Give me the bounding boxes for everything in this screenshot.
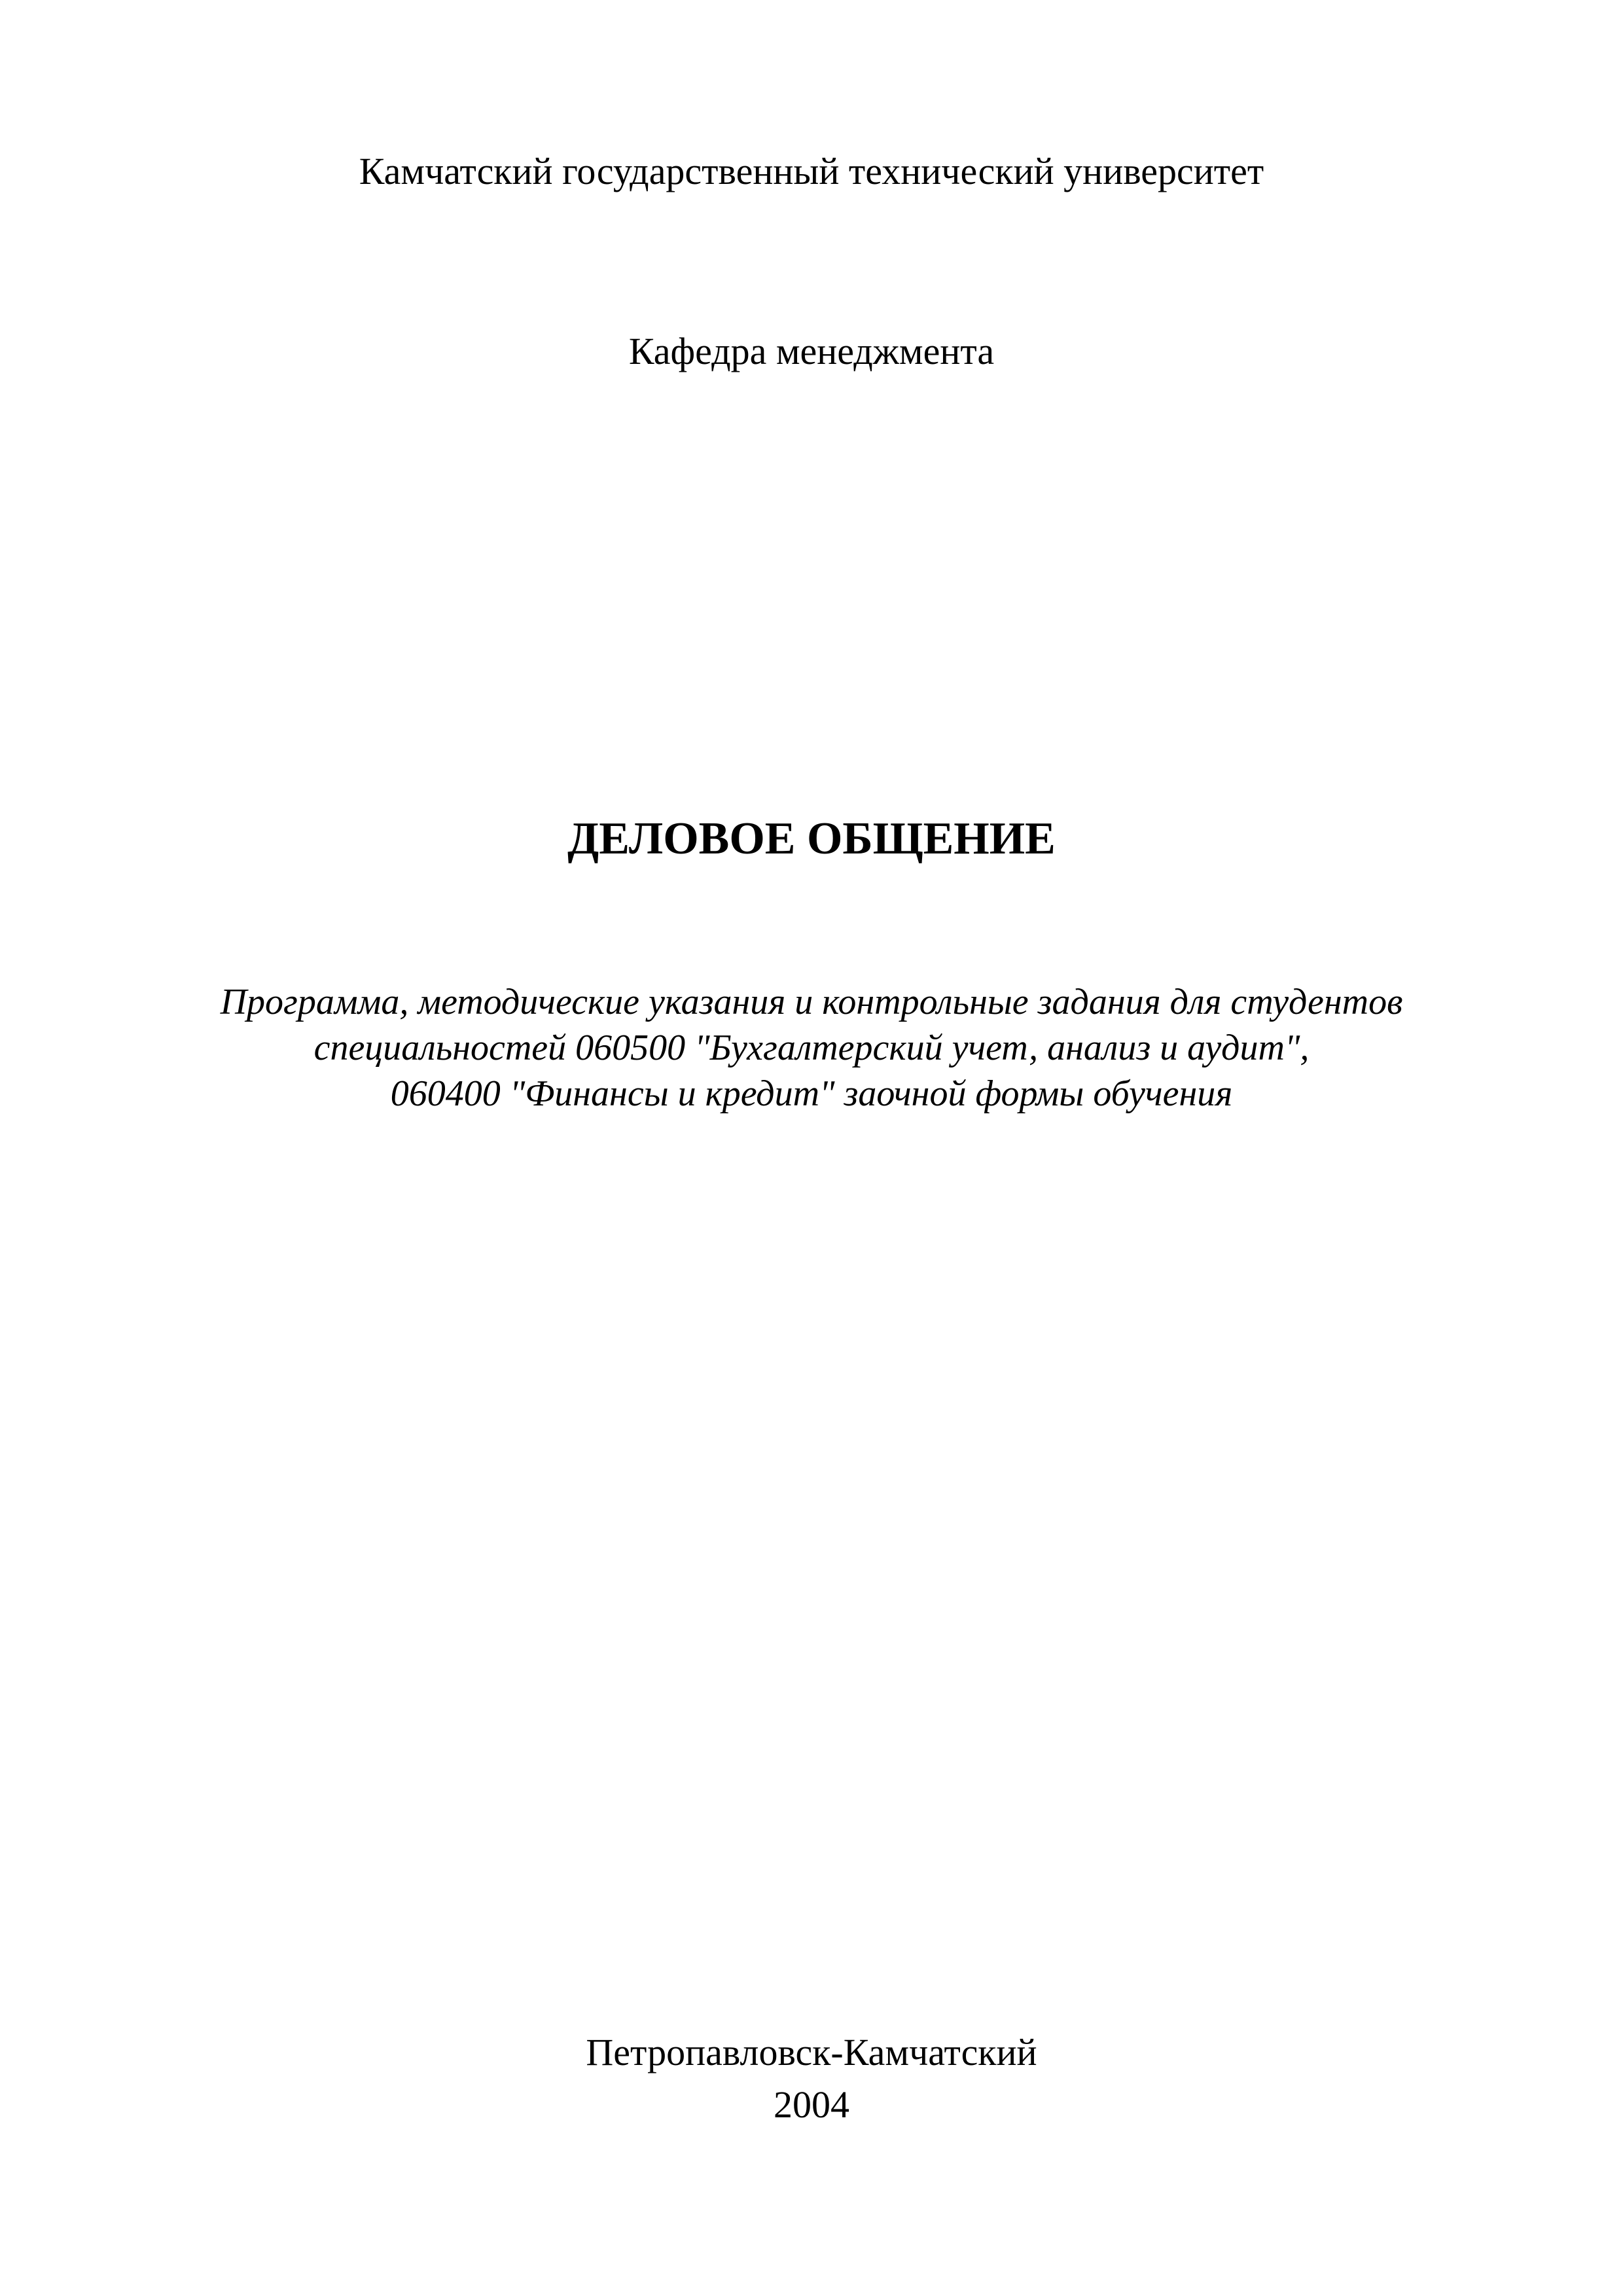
university-name: Камчатский государственный технический университет: [359, 150, 1264, 192]
department-name: Кафедра менеджмента: [628, 330, 995, 372]
document-title: ДЕЛОВОЕ ОБЩЕНИЕ: [567, 814, 1056, 864]
publication-city: Петропавловск-Камчатский: [586, 2031, 1037, 2073]
subtitle-line: Программа, методические указания и контрольные задания для студентов: [220, 982, 1403, 1022]
subtitle-line: специальностей 060500 "Бухгалтерский учет, анализ и аудит",: [313, 1028, 1310, 1068]
document-subtitle: [0, 979, 1623, 1117]
publication-year: 2004: [774, 2083, 849, 2126]
subtitle-line: 060400 "Финансы и кредит" заочной формы обучения: [390, 1073, 1233, 1114]
